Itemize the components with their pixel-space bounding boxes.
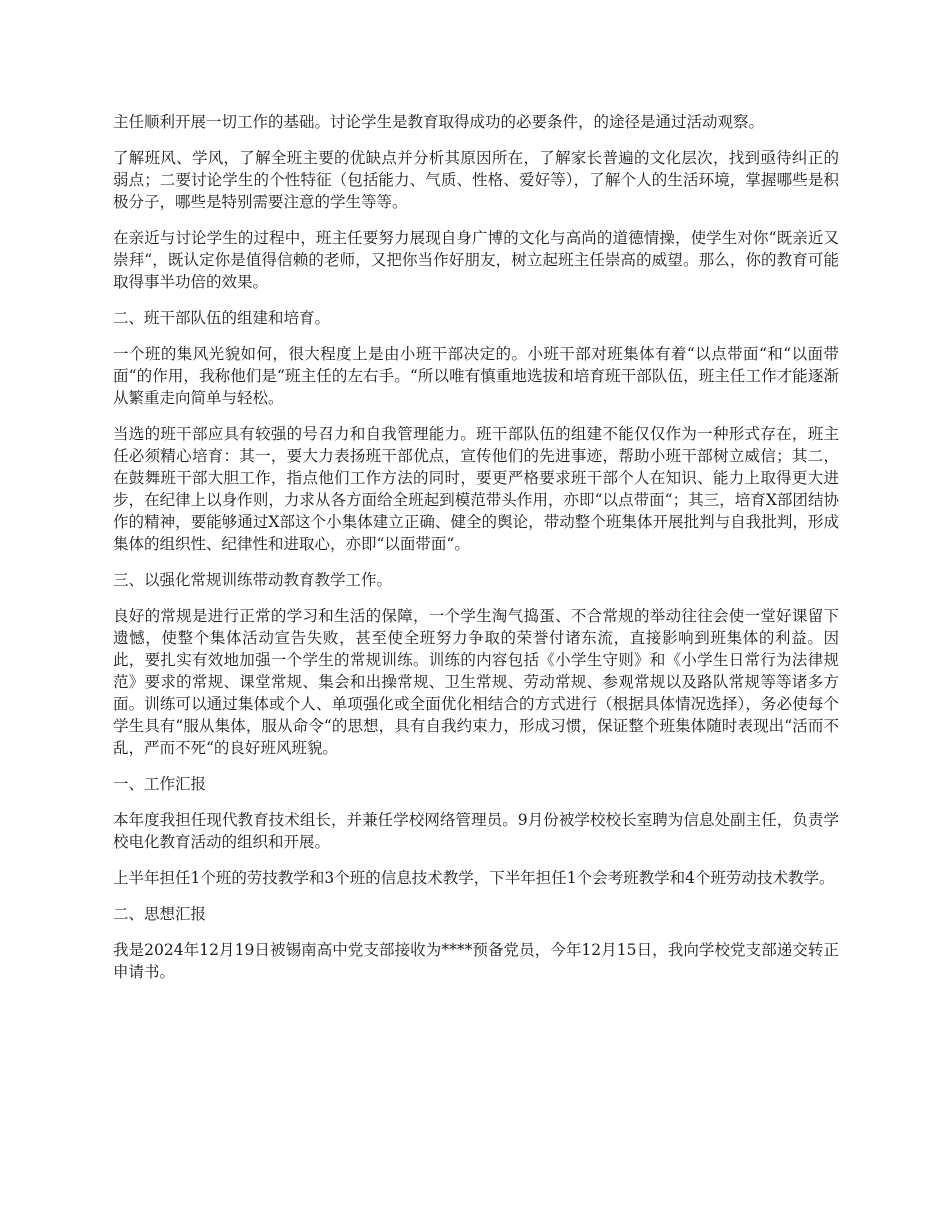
- section-heading: 二、思想汇报: [113, 905, 207, 923]
- paragraph: 当选的班干部应具有较强的号召力和自我管理能力。班干部队伍的组建不能仅仅作为一种形式存在，班主任必须精心培育：其一，要大力表扬班干部优点，宣传他们的先进事迹，帮助小班干部树立威信；其二，在鼓舞班干部大胆工作，指点他们工作方法的同时，要更严格要求班干部个人在知识、能力上取得更大进步，在纪律上以身作则，力求从各方面给全班起到模范带头作用，亦即“以点带面“；其三，培育X部团结协作的精神，要能够通过X部这个小集体建立正确、健全的舆论，带动整个班集体开展批判与自我批判，形成集体的组织性、纪律性和进取心，亦即“以面带面“。: [113, 425, 839, 553]
- section-heading: 一、工作汇报: [113, 775, 207, 793]
- paragraph: 一个班的集风光貌如何，很大程度上是由小班干部决定的。小班干部对班集体有着“以点带面“和“以面带面“的作用，我称他们是“班主任的左右手。“所以唯有慎重地选拔和培育班干部队伍，班主任工作才能逐渐从繁重走向简单与轻松。: [113, 345, 839, 407]
- section-heading: 二、班干部队伍的组建和培育。: [113, 309, 331, 327]
- paragraph: 在亲近与讨论学生的过程中，班主任要努力展现自身广博的文化与高尚的道德情操，使学生对你“既亲近又崇拜“，既认定你是值得信赖的老师，又把你当作好朋友，树立起班主任崇高的威望。那么，你的教育可能取得事半功倍的效果。: [113, 229, 839, 291]
- paragraph: 上半年担任1个班的劳技教学和3个班的信息技术教学，下半年担任1个会考班教学和4个班劳动技术教学。: [113, 869, 835, 887]
- paragraph: 良好的常规是进行正常的学习和生活的保障，一个学生淘气捣蛋、不合常规的举动往往会使一堂好课留下遗憾，使整个集体活动宣告失败，甚至使全班努力争取的荣誉付诸东流，直接影响到班集体的利益。因此，要扎实有效地加强一个学生的常规训练。训练的内容包括《小学生守则》和《小学生日常行为法律规范》要求的常规、课堂常规、集会和出操常规、卫生常规、劳动常规、参观常规以及路队常规等等诸多方面。训练可以通过集体或个人、单项强化或全面优化相结合的方式进行（根据具体情况选择），务必使每个学生具有“服从集体，服从命令“的思想，具有自我约束力，形成习惯，保证整个班集体随时表现出“活而不乱，严而不死“的良好班风班貌。: [113, 607, 839, 757]
- paragraph: 本年度我担任现代教育技术组长，并兼任学校网络管理员。9月份被学校校长室聘为信息处副主任，负责学校电化教育活动的组织和开展。: [113, 811, 839, 851]
- paragraph: 主任顺利开展一切工作的基础。讨论学生是教育取得成功的必要条件，的途径是通过活动观察。: [113, 113, 765, 131]
- paragraph: 我是2024年12月19日被锡南高中党支部接收为****预备党员，今年12月15日，我向学校党支部递交转正申请书。: [113, 941, 839, 981]
- section-heading: 三、以强化常规训练带动教育教学工作。: [113, 571, 393, 589]
- document-body: [113, 111, 839, 997]
- paragraph: 了解班风、学风，了解全班主要的优缺点并分析其原因所在，了解家长普遍的文化层次，找到亟待纠正的弱点；二要讨论学生的个性特征（包括能力、气质、性格、爱好等），了解个人的生活环境，掌握哪些是积极分子，哪些是特别需要注意的学生等等。: [113, 149, 839, 211]
